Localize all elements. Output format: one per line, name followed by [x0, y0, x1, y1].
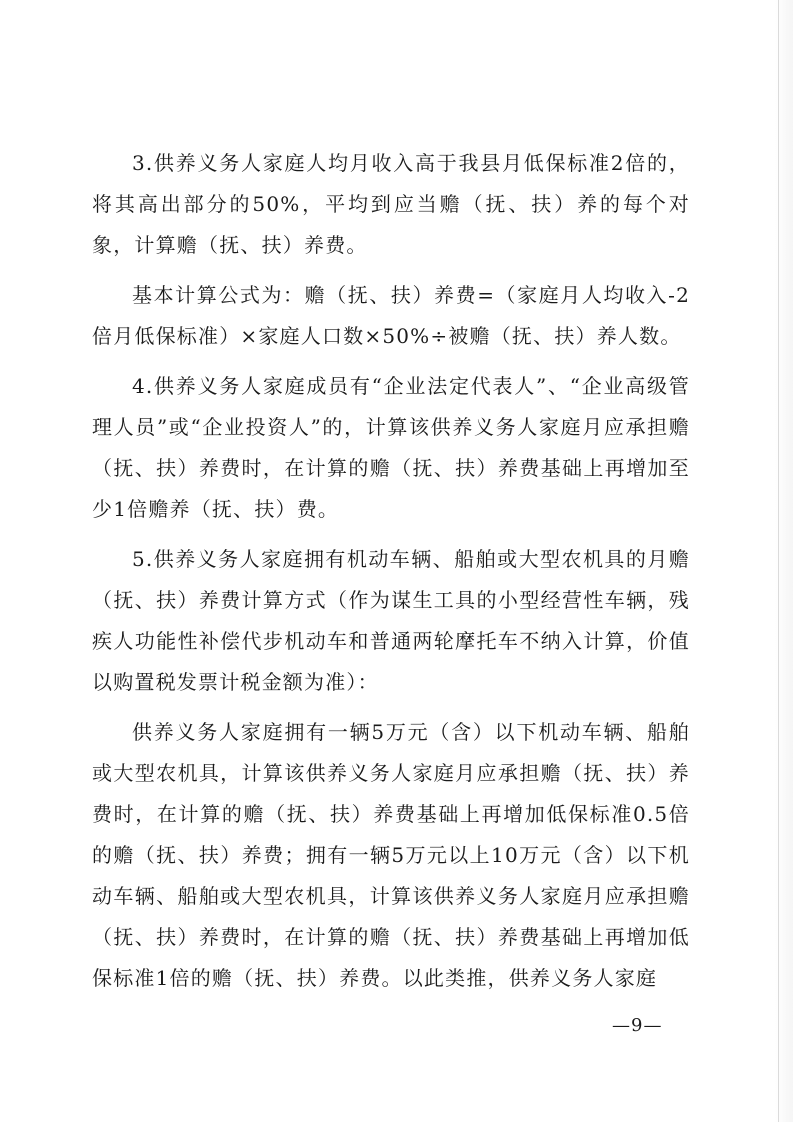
paragraph-vehicle-rule: 供养义务人家庭拥有一辆5万元（含）以下机动车辆、船舶或大型农机具，计算该供养义务人家庭月应承担赡（抚、扶）养费时，在计算的赡（抚、扶）养费基础上再增加低保标准0.5倍的赡（抚、扶）养费；拥有一辆5万元以上10万元（含）以下机动车辆、船舶或大型农机具，计算该供养义务人家庭月应承担赡（抚、扶）养费时，在计算的赡（抚、扶）养费基础上再增加低保标准1倍的赡（抚、扶）养费。以此类推，供养义务人家庭	[92, 720, 690, 990]
paragraph-item-4: 4.供养义务人家庭成员有“企业法定代表人”、“企业高级管理人员”或“企业投资人”的，计算该供养义务人家庭月应承担赡（抚、扶）养费时，在计算的赡（抚、扶）养费基础上再增加至少1倍赡养（抚、扶）费。	[92, 374, 690, 521]
scan-edge-line	[778, 0, 779, 1122]
paragraph-formula: 基本计算公式为：赡（抚、扶）养费=（家庭月人均收入-2倍月低保标准）×家庭人口数×50%÷被赡（抚、扶）养人数。	[92, 283, 690, 348]
page-number: —9—	[612, 1015, 663, 1036]
paragraph-item-3: 3.供养义务人家庭人均月收入高于我县月低保标准2倍的，将其高出部分的50%，平均到应当赡（抚、扶）养的每个对象，计算赡（抚、扶）养费。	[92, 151, 690, 257]
body-text	[92, 143, 690, 999]
paragraph-item-5: 5.供养义务人家庭拥有机动车辆、船舶或大型农机具的月赡（抚、扶）养费计算方式（作为谋生工具的小型经营性车辆，残疾人功能性补偿代步机动车和普通两轮摩托车不纳入计算，价值以购置税发票计税金额为准）：	[92, 547, 690, 694]
